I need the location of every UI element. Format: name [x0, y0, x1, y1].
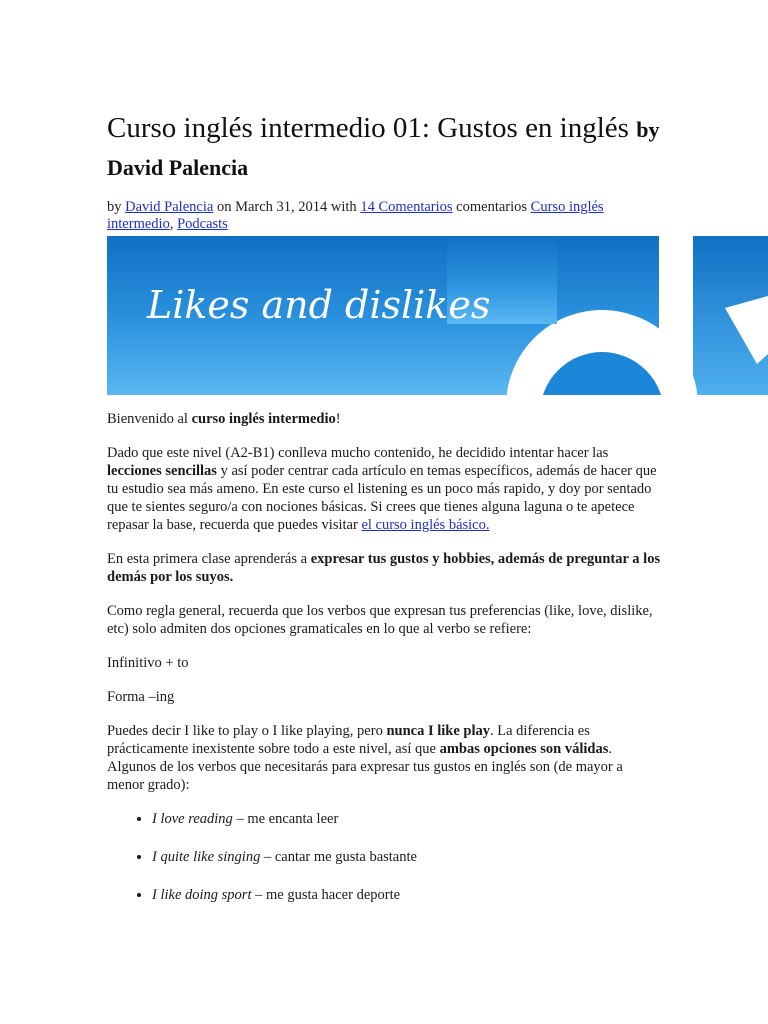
title-main: Curso inglés intermedio 01: Gustos en inglés	[107, 112, 629, 144]
example-english: I quite like singing	[152, 849, 261, 865]
article-banner	[107, 236, 768, 395]
list-item	[152, 810, 663, 828]
usage-bold-2: ambas opciones son válidas	[439, 741, 609, 757]
paragraph-goal	[107, 550, 663, 586]
intro-text-1: Dado que este nivel (A2-B1) conlleva mucho contenido, he decidido intentar hacer las	[107, 445, 609, 461]
goal-bold: expresar tus gustos y hobbies, además de preguntar a los demás por los suyos.	[107, 551, 661, 585]
intro-bold: lecciones sencillas	[107, 463, 217, 479]
title-author: by David Palencia	[107, 117, 660, 180]
meta-separator: ,	[169, 216, 174, 232]
examples-list	[107, 810, 663, 904]
basic-course-link[interactable]: el curso inglés básico.	[361, 517, 490, 533]
banner-text: Likes and dislikes	[147, 283, 491, 327]
article-body	[107, 410, 663, 924]
paragraph-ing-form: Forma –ing	[107, 689, 175, 705]
category-link-podcasts[interactable]: Podcasts	[177, 216, 228, 232]
example-spanish: – cantar me gusta bastante	[263, 849, 417, 865]
goal-text: En esta primera clase aprenderás a	[107, 551, 308, 567]
usage-text-2: . La diferencia es prácticamente inexistente sobre todo a este nivel, así que	[107, 723, 590, 757]
category-link-curso[interactable]: Curso inglés intermedio	[107, 199, 604, 232]
paragraph-intro	[107, 444, 663, 534]
post-meta	[107, 199, 647, 233]
intro-text-2: y así poder centrar cada artículo en temas específicos, además de hacer que tu estudio sea más ameno. En este curso el listening es un poco más rapido, y doy por sentado que te sientes seguro/a con nociones básicas. Si crees que tienes alguna laguna o te apetece repasar la base, recuerda que puedes visitar	[107, 463, 657, 533]
article-title	[107, 110, 667, 186]
meta-by: by	[107, 199, 122, 215]
paragraph-welcome	[107, 410, 663, 428]
example-english: I like doing sport	[152, 887, 252, 903]
example-english: I love reading	[152, 811, 233, 827]
list-item	[152, 848, 663, 866]
example-spanish: – me encanta leer	[236, 811, 339, 827]
author-link[interactable]: David Palencia	[125, 199, 214, 215]
list-item	[152, 886, 663, 904]
welcome-bold: curso inglés intermedio	[191, 411, 336, 427]
usage-text-3: . Algunos de los verbos que necesitarás para expresar tus gustos en inglés son (de mayor a menor grado):	[107, 741, 623, 793]
meta-comments-word: comentarios	[456, 199, 528, 215]
paragraph-usage	[107, 722, 663, 794]
welcome-end: !	[335, 411, 341, 427]
welcome-text: Bienvenido al	[107, 411, 188, 427]
example-spanish: – me gusta hacer deporte	[255, 887, 401, 903]
banner-image	[107, 236, 768, 395]
usage-bold-1: nunca I like play	[386, 723, 490, 739]
usage-text-1: Puedes decir I like to play o I like playing, pero	[107, 723, 383, 739]
comments-link[interactable]: 14 Comentarios	[360, 199, 453, 215]
paragraph-rule: Como regla general, recuerda que los verbos que expresan tus preferencias (like, love, dislike, etc) solo admiten dos opciones gramaticales en lo que al verbo se refiere:	[107, 603, 653, 637]
paragraph-infinitive: Infinitivo + to	[107, 655, 189, 671]
meta-date: on March 31, 2014 with	[216, 199, 357, 215]
